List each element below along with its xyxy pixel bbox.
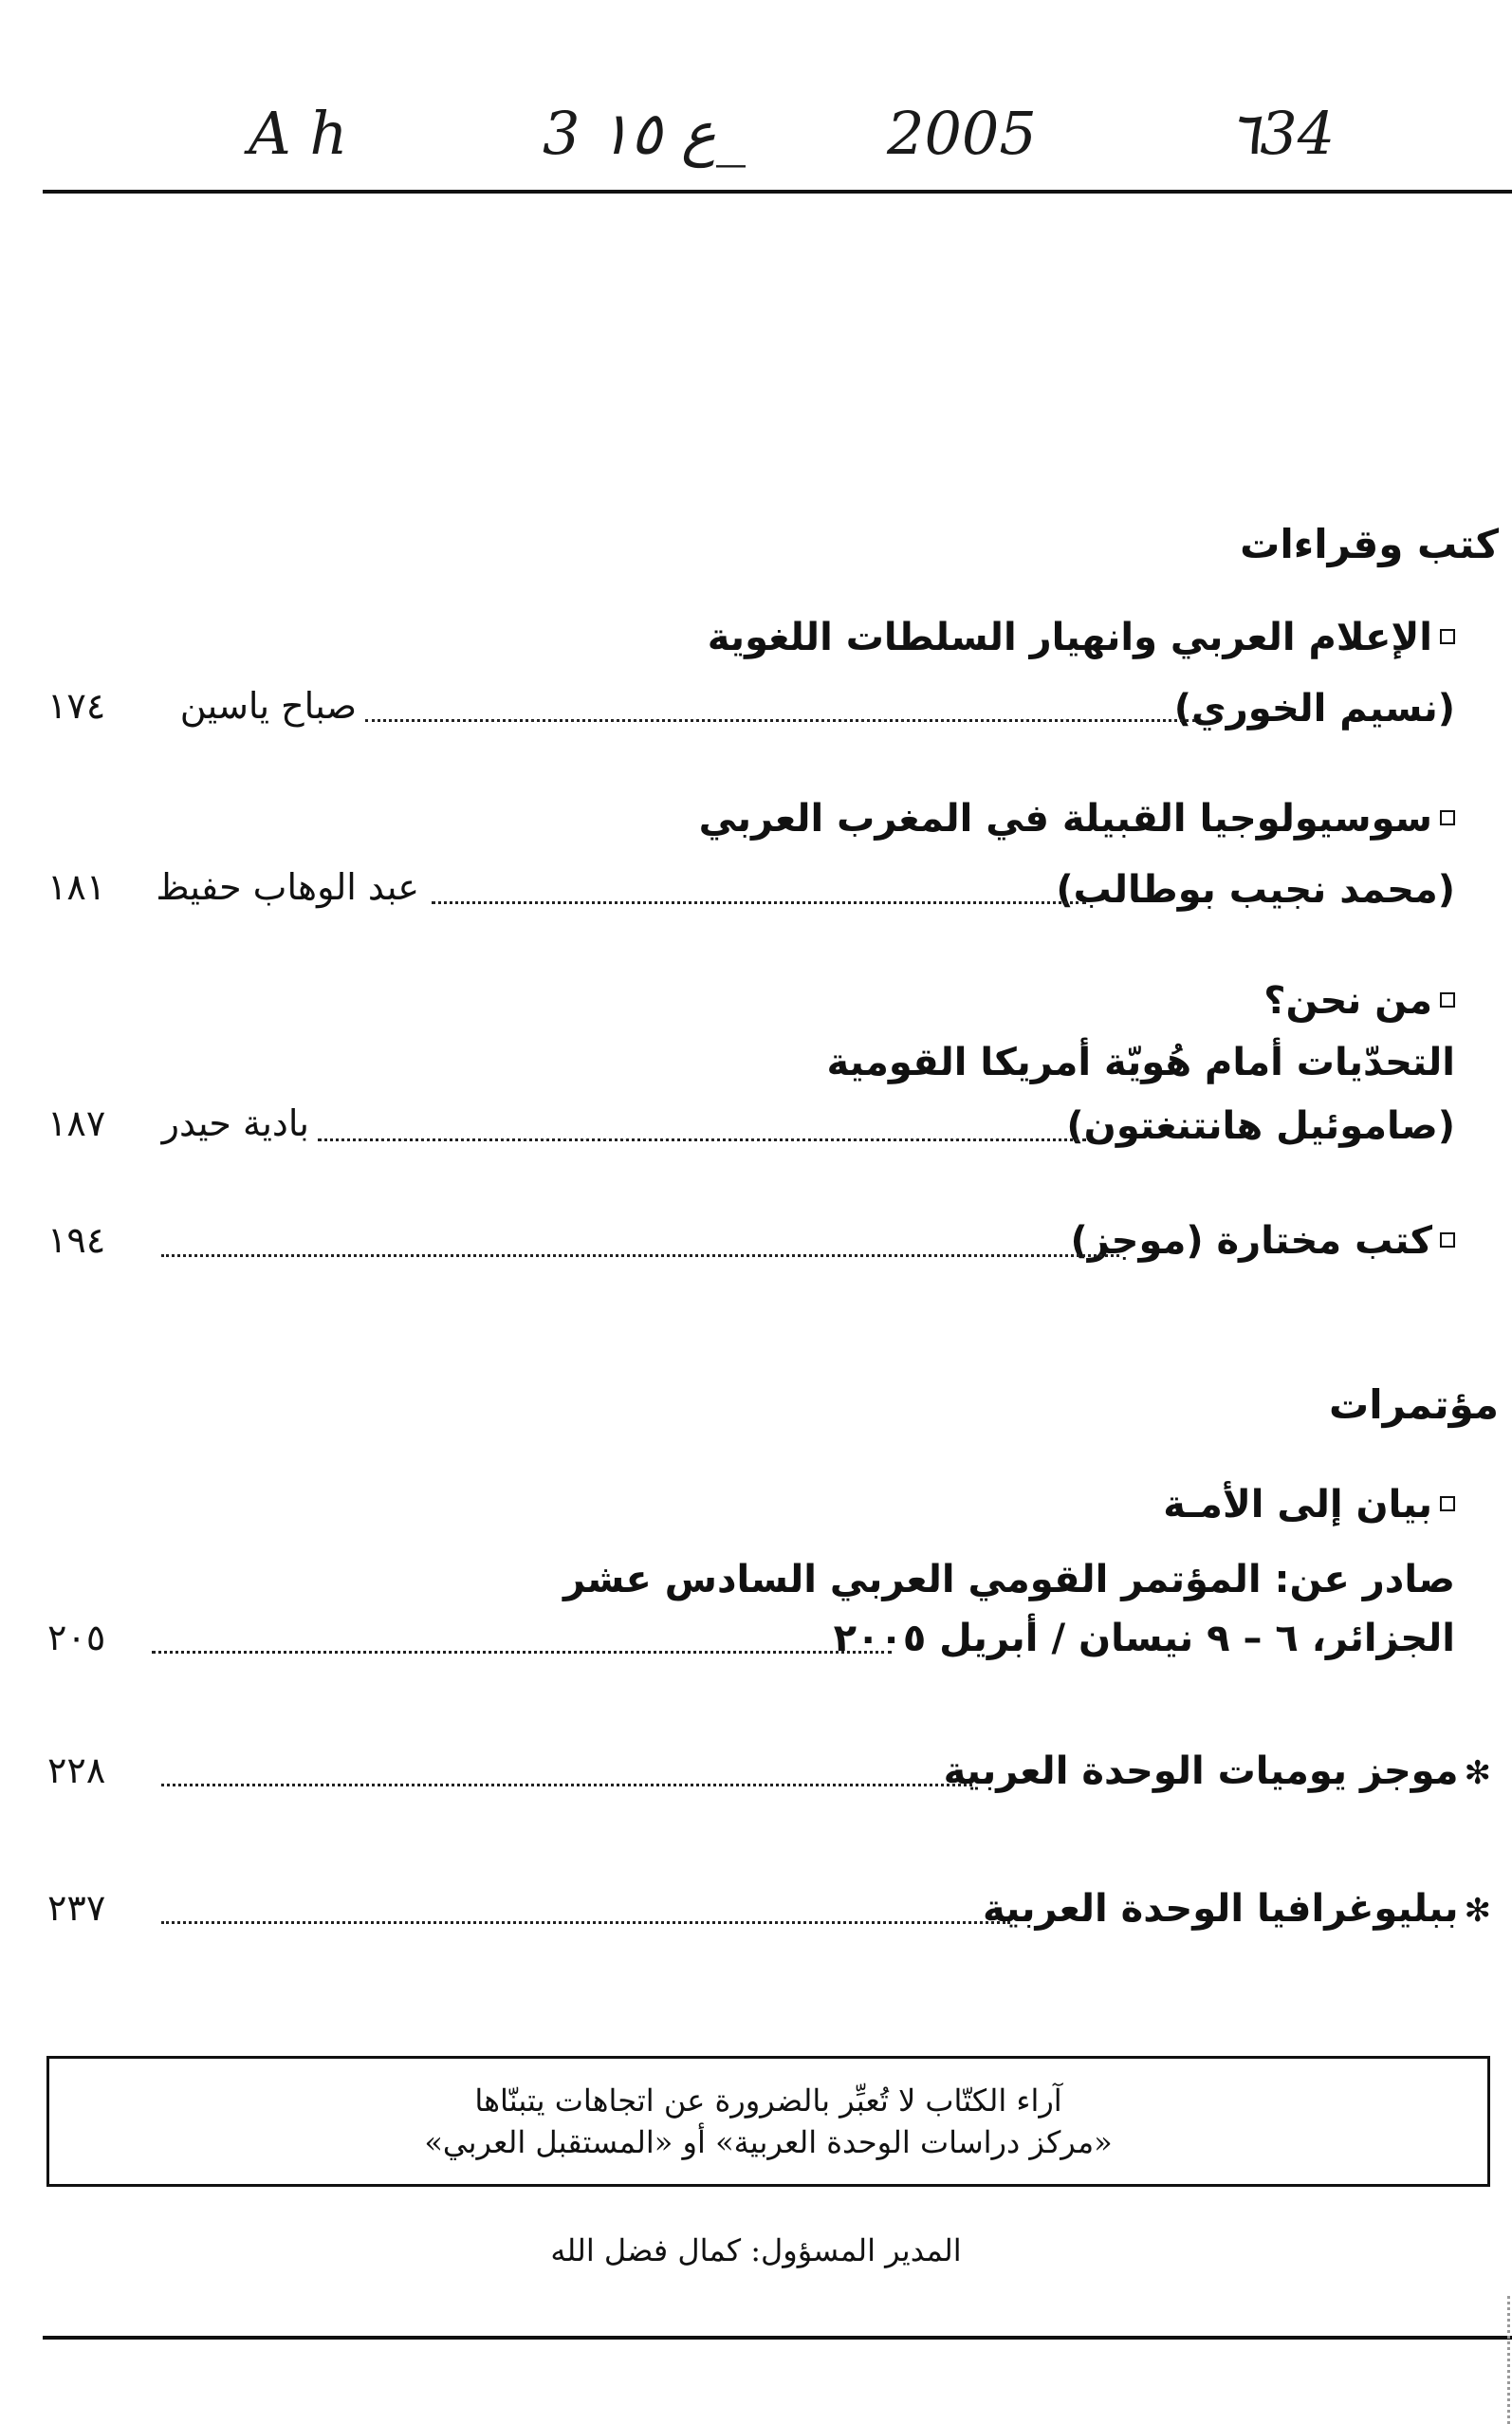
toc-entry-title[interactable]: الإعلام العربي وانهيار السلطات اللغوية [708, 619, 1455, 657]
entry-author: صباح ياسين [179, 685, 357, 727]
disclaimer-line: آراء الكتّاب لا تُعبِّر بالضرورة عن اتجاهات يتبنّاها [474, 2082, 1062, 2119]
handwritten-mark: 3 ١٥ [543, 99, 662, 168]
toc-starred-entry[interactable]: ✻موجز يوميات الوحدة العربية [943, 1749, 1491, 1793]
handwritten-year: 2005 [887, 99, 1037, 168]
dot-leader [161, 1784, 972, 1786]
page-number: ٢٣٧ [47, 1887, 106, 1929]
disclaimer-line: «مركز دراسات الوحدة العربية» أو «المستقبل العربي» [424, 2124, 1113, 2160]
entry-author: عبد الوهاب حفيظ [156, 866, 419, 908]
asterisk-icon: ✻ [1464, 1892, 1491, 1930]
dot-leader [161, 1254, 1119, 1257]
toc-entry-subtitle: (صاموئيل هانتنغتون) [1066, 1104, 1455, 1148]
disclaimer-box [46, 2056, 1490, 2187]
toc-entry-subtitle: (محمد نجيب بوطالب) [1056, 868, 1455, 912]
page-number: ٢٢٨ [47, 1749, 106, 1791]
scan-edge-mark [1504, 2296, 1510, 2424]
asterisk-icon: ✻ [1464, 1754, 1491, 1792]
square-bullet-icon [1440, 629, 1455, 644]
toc-entry-subtitle: (نسيم الخوري) [1173, 687, 1455, 731]
square-bullet-icon [1440, 810, 1455, 825]
page-number: ١٩٤ [47, 1219, 106, 1261]
toc-entry-title[interactable]: بيان إلى الأمـة [1163, 1486, 1455, 1524]
managing-director: المدير المسؤول: كمال فضل الله [550, 2232, 962, 2268]
toc-entry-title[interactable]: كتب مختارة (موجز) [1071, 1222, 1455, 1260]
dot-leader [432, 901, 1086, 904]
entry-author: بادية حيدر [161, 1102, 309, 1144]
toc-starred-entry[interactable]: ✻ببليوغرافيا الوحدة العربية [982, 1887, 1491, 1931]
dot-leader [318, 1138, 1086, 1141]
handwritten-mark: ع_ [681, 99, 746, 168]
dot-leader [152, 1651, 892, 1654]
square-bullet-icon [1440, 1232, 1455, 1248]
square-bullet-icon [1440, 1496, 1455, 1511]
handwritten-mark: A h [249, 99, 348, 168]
handwritten-mark: ٦34 [1228, 99, 1336, 168]
page-number: ٢٠٥ [47, 1617, 106, 1658]
toc-entry-subtitle: الجزائر، ٦ – ٩ نيسان / أبريل ٢٠٠٥ [833, 1617, 1455, 1660]
dot-leader [365, 719, 1195, 722]
dot-leader [161, 1921, 1010, 1924]
top-rule [43, 190, 1512, 194]
section-title: كتب وقراءات [1240, 521, 1499, 567]
section-title: مؤتمرات [1329, 1381, 1499, 1428]
toc-entry-subtitle: صادر عن: المؤتمر القومي العربي السادس عشر [562, 1558, 1455, 1601]
page-number: ١٨١ [47, 866, 106, 908]
toc-entry-subtitle: التحدّيات أمام هُويّة أمريكا القومية [826, 1041, 1455, 1084]
toc-entry-title[interactable]: سوسيولوجيا القبيلة في المغرب العربي [699, 800, 1455, 838]
bottom-rule [43, 2336, 1512, 2340]
toc-entry-title[interactable]: من نحن؟ [1263, 982, 1455, 1020]
square-bullet-icon [1440, 992, 1455, 1008]
page-number: ١٨٧ [47, 1102, 106, 1144]
page-number: ١٧٤ [47, 685, 106, 727]
